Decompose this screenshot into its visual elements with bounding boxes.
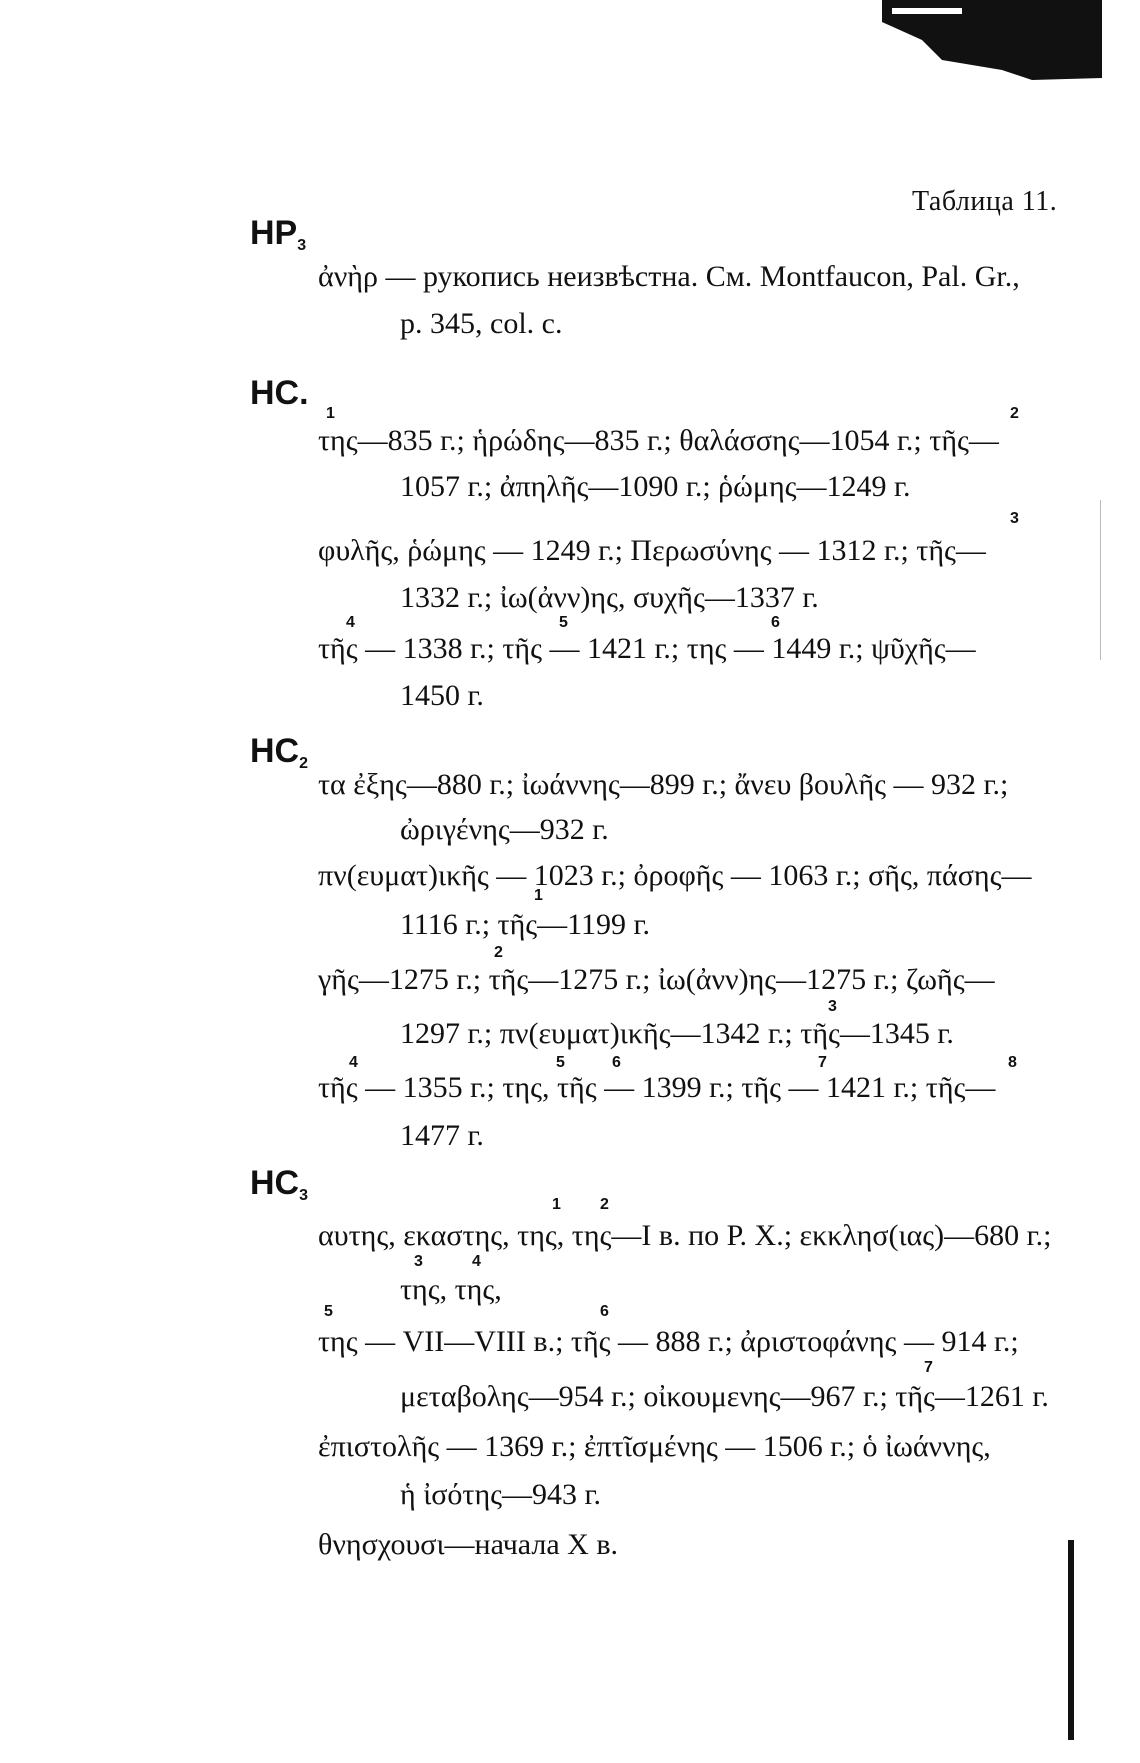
- footnote-mark: 1: [534, 887, 543, 904]
- hc-line-1: της—835 г.; ἡρώδης—835 г.; θαλάσσης—1054 г.; τῆς—: [318, 424, 999, 457]
- hc2-line-5: γῆς—1275 г.; τῆς—1275 г.; ἰω(ἀνν)ης—1275 г.; ζωῆς—: [318, 963, 995, 996]
- hc-line-4: 1332 г.; ἰω(ἀνν)ης, συχῆς—1337 г.: [400, 581, 819, 614]
- section-label-hc: HC.: [250, 374, 309, 412]
- hc-line-5: τῆς — 1338 г.; τῆς — 1421 г.; της — 1449 г.; ψῦχῆς—: [318, 632, 976, 665]
- hc3-line-6: ἡ ἰσότης—943 г.: [400, 1478, 601, 1511]
- footnote-mark: 3: [414, 1253, 423, 1270]
- footnote-mark: 7: [818, 1054, 827, 1071]
- footnote-mark: 3: [1010, 510, 1019, 527]
- scan-edge-mark: [1068, 1540, 1074, 1740]
- footnote-mark: 5: [556, 1054, 565, 1071]
- footnote-mark: 8: [1008, 1054, 1017, 1071]
- footnote-mark: 2: [600, 1196, 609, 1213]
- section-label-hp3: $HP_3$: [250, 214, 307, 254]
- hc3-line-4: μεταβολης—954 г.; οἰκουμενης—967 г.; τῆς—1261 г.: [400, 1380, 1049, 1413]
- footnote-mark: 6: [771, 614, 780, 631]
- hc3-line-2: της, της,: [400, 1273, 502, 1306]
- hc-line-6: 1450 г.: [400, 679, 484, 712]
- hp3-line-2: p. 345, col. c.: [400, 307, 563, 340]
- footnote-mark: 7: [924, 1359, 933, 1376]
- footnote-mark: 5: [559, 614, 568, 631]
- hc2-line-6: 1297 г.; πν(ευματ)ικῆς—1342 г.; τῆς—1345 г.: [400, 1017, 954, 1050]
- hc2-line-8: 1477 г.: [400, 1119, 484, 1152]
- hc2-line-4: 1116 г.; τῆς—1199 г.: [400, 908, 650, 941]
- footnote-mark: 6: [600, 1303, 609, 1320]
- scan-edge-line: [1100, 500, 1101, 660]
- footnote-mark: 2: [1010, 405, 1019, 422]
- hc2-line-7: τῆς — 1355 г.; της, τῆς — 1399 г.; τῆς — 1421 г.; τῆς—: [318, 1071, 996, 1104]
- hc2-line-1: τα ἐξης—880 г.; ἰωάννης—899 г.; ἄνευ βουλῆς — 932 г.;: [318, 768, 1009, 801]
- footnote-mark: 6: [612, 1054, 621, 1071]
- footnote-mark: 5: [324, 1303, 333, 1320]
- footnote-mark: 1: [326, 405, 335, 422]
- scan-blot: [882, 0, 1102, 80]
- table-label: Таблица 11.: [912, 186, 1058, 217]
- footnote-mark: 1: [552, 1196, 561, 1213]
- section-label-hc2: $HC_2$: [250, 732, 309, 772]
- hc3-line-7: θνησχουσι—начала X в.: [318, 1528, 618, 1561]
- hc-line-3: φυλῆς, ῥώμης — 1249 г.; Περωσύνης — 1312 г.; τῆς—: [318, 534, 986, 567]
- hc2-line-3: πν(ευματ)ικῆς — 1023 г.; ὀροφῆς — 1063 г.; σῆς, πάσης—: [318, 859, 1032, 892]
- footnote-mark: 4: [349, 1054, 358, 1071]
- footnote-mark: 4: [346, 614, 355, 631]
- hc2-line-2: ὠριγένης—932 г.: [400, 813, 609, 846]
- footnote-mark: 3: [828, 998, 837, 1015]
- footnote-mark: 4: [472, 1253, 481, 1270]
- hp3-line-1: ἀνὴρ — рукопись неизвѣстна. См. Montfaucon, Pal. Gr.,: [318, 260, 1020, 293]
- footnote-mark: 2: [494, 944, 503, 961]
- hc-line-2: 1057 г.; ἀπηλῆς—1090 г.; ῥώμης—1249 г.: [400, 470, 911, 503]
- hc3-line-5: ἐπιστολῆς — 1369 г.; ἐπτῖσμένης — 1506 г.; ὁ ἰωάννης,: [318, 1430, 991, 1463]
- hc3-line-3: της — VII—VIII в.; τῆς — 888 г.; ἀριστοφάνης — 914 г.;: [318, 1325, 1019, 1358]
- section-label-hc3: $HC_3$: [250, 1164, 309, 1204]
- hc3-line-1: αυτης, εκαστης, της, της—I в. по Р. Х.; εκκλησ(ιας)—680 г.;: [318, 1219, 1052, 1252]
